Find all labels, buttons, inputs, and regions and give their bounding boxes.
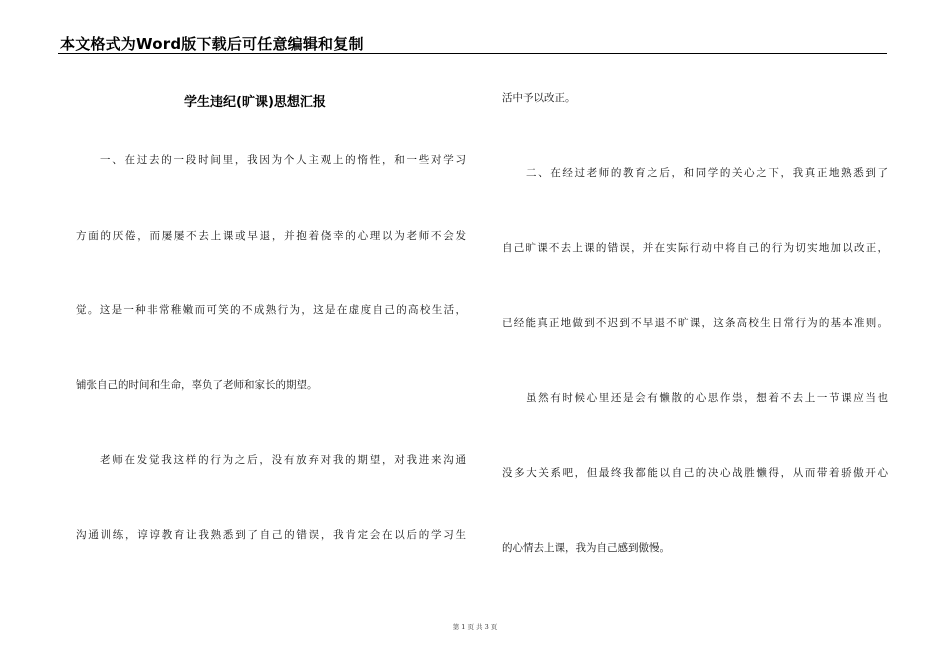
paragraph-line: 活中予以改正。 bbox=[502, 92, 576, 104]
paragraph-line: 觉。这是一种非常稚嫩而可笑的不成熟行为，这是在虚度自己的高校生活， bbox=[76, 304, 466, 316]
paragraph-line: 二、在经过老师的教育之后，和同学的关心之下，我真正地熟悉到了 bbox=[526, 167, 888, 179]
paragraph-line: 虽然有时候心里还是会有懒散的心思作祟，想着不去上一节课应当也 bbox=[526, 392, 888, 404]
paragraph-line: 沟通训练，谆谆教育让我熟悉到了自己的错误，我肯定会在以后的学习生 bbox=[76, 529, 466, 541]
page-header: 本文格式为Word版下载后可任意编辑和复制 bbox=[60, 35, 364, 53]
paragraph-line: 没多大关系吧，但最终我都能以自己的决心战胜懒得，从而带着骄傲开心 bbox=[502, 467, 888, 479]
paragraph-line: 一、在过去的一段时间里，我因为个人主观上的惰性，和一些对学习 bbox=[100, 154, 466, 166]
paragraph-line: 的心情去上课，我为自己感到傲慢。 bbox=[502, 542, 670, 554]
header-divider bbox=[58, 53, 887, 54]
paragraph-line: 老师在发觉我这样的行为之后，没有放弃对我的期望，对我进来沟通 bbox=[100, 454, 466, 466]
paragraph-line: 铺张自己的时间和生命，辜负了老师和家长的期望。 bbox=[76, 379, 318, 391]
page-footer: 第 1 页 共 3 页 bbox=[452, 623, 498, 631]
document-title: 学生违纪(旷课)思想汇报 bbox=[184, 95, 326, 110]
paragraph-line: 自己旷课不去上课的错误，并在实际行动中将自己的行为切实地加以改正， bbox=[502, 242, 888, 254]
paragraph-line: 已经能真正地做到不迟到不早退不旷课，这条高校生日常行为的基本准则。 bbox=[502, 317, 888, 329]
paragraph-line: 方面的厌倦，而屡屡不去上课或早退，并抱着侥幸的心理以为老师不会发 bbox=[76, 230, 466, 242]
